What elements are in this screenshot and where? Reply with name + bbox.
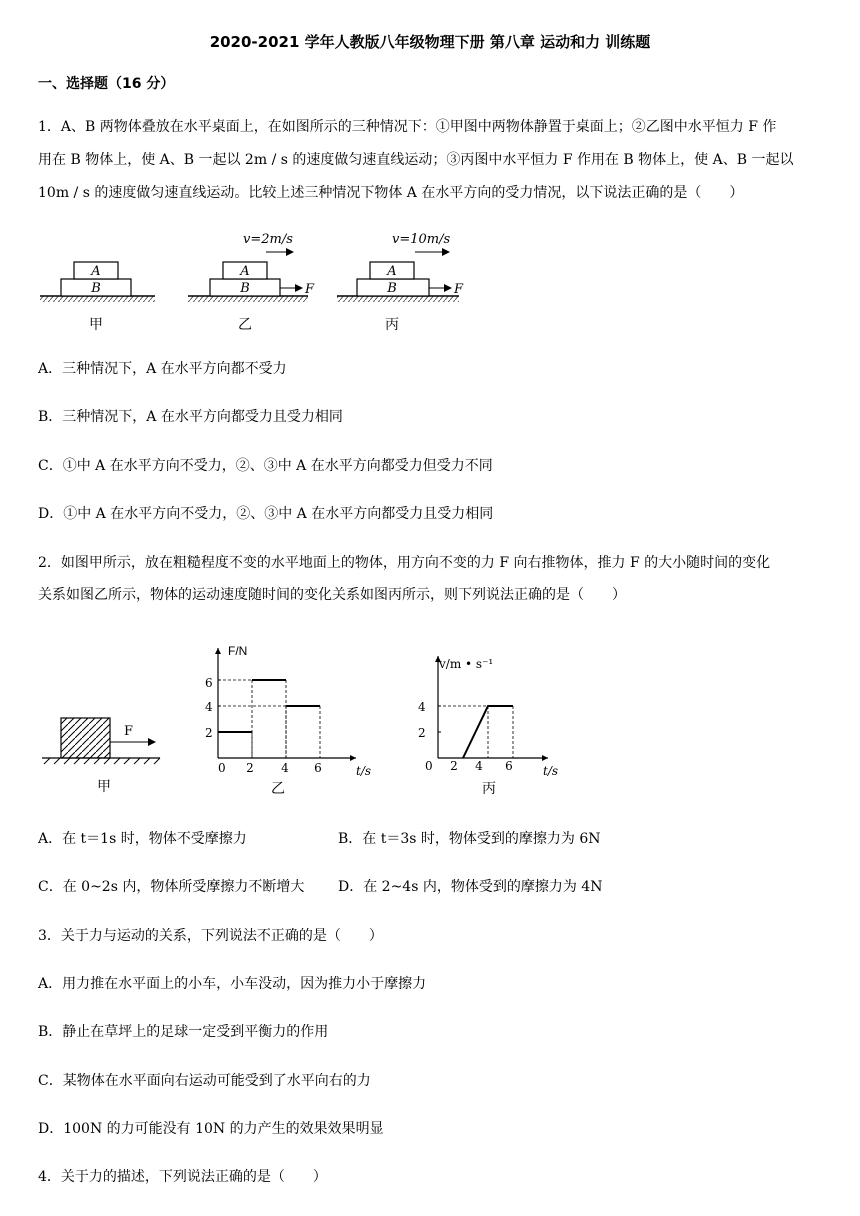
chart-f-xlabel: t/s [356, 764, 372, 778]
chart-v-xtick-6: 6 [505, 759, 513, 773]
chart-v-ytick-4: 4 [418, 700, 426, 714]
chart-f-xtick-2: 2 [246, 761, 254, 775]
q1-figure [30, 222, 480, 340]
chart-f-ylabel: F/N [228, 644, 248, 658]
fig1-block-b: B [91, 281, 101, 296]
chart-v-xtick-2: 2 [450, 759, 458, 773]
q1-option-b: B．三种情况下，A 在水平方向都受力且受力相同 [38, 409, 343, 425]
fig3-velocity: v=10m/s [392, 232, 451, 247]
q1-stem-line-2: 用在 B 物体上，使 A、B 一起以 2m / s 的速度做匀速直线运动；③丙图中水平恒力 F 作用在 B 物体上，使 A、B 一起以 [38, 152, 794, 168]
q2-option-b: B．在 t＝3s 时，物体受到的摩擦力为 6N [338, 831, 601, 847]
fig2-force: F [305, 282, 315, 297]
q3-option-a: A．用力推在水平面上的小车，小车没动，因为推力小于摩擦力 [38, 976, 427, 992]
fig3-block-b: B [387, 281, 397, 296]
chart-f-ytick-6: 6 [205, 676, 213, 690]
fig3-block-a: A [387, 264, 397, 279]
x-axis-arrow [542, 755, 548, 761]
q2-option-a: A．在 t＝1s 时，物体不受摩擦力 [38, 831, 247, 847]
q1-option-c: C．①中 A 在水平方向不受力，②、③中 A 在水平方向都受力但受力不同 [38, 458, 493, 474]
chart-v-origin: 0 [425, 759, 433, 773]
chart-v-xtick-4: 4 [475, 759, 483, 773]
q3-option-c: C．某物体在水平面向右运动可能受到了水平向右的力 [38, 1073, 371, 1089]
fig1-caption: 甲 [89, 317, 103, 333]
fig2-caption: 乙 [238, 317, 252, 333]
chart-v-ylabel: v/m • s⁻¹ [439, 657, 494, 671]
chart-f-ytick-4: 4 [205, 700, 213, 714]
q3-option-b: B．静止在草坪上的足球一定受到平衡力的作用 [38, 1024, 329, 1040]
q2-stem-line-1: 2．如图甲所示，放在粗糙程度不变的水平地面上的物体，用方向不变的力 F 向右推物体，推力 F 的大小随时间的变化 [38, 555, 771, 571]
fig1-jia [40, 262, 155, 333]
chart-v-xlabel: t/s [543, 764, 559, 778]
chart-f-origin: 0 [218, 761, 226, 775]
fig3-caption: 丙 [385, 317, 399, 333]
q2-force-label: F [124, 724, 134, 739]
q1-option-d: D．①中 A 在水平方向不受力，②、③中 A 在水平方向都受力且受力相同 [38, 506, 494, 522]
chart-f-xtick-6: 6 [314, 761, 322, 775]
x-axis-arrow [350, 755, 356, 761]
q2-stem-line-2: 关系如图乙所示，物体的运动速度随时间的变化关系如图丙所示，则下列说法正确的是（ ） [38, 587, 626, 603]
q2-yi-caption: 乙 [271, 781, 285, 797]
section-heading: 一、选择题（16 分） [38, 76, 175, 92]
fig2-block-a: A [240, 264, 250, 279]
fig1-block-a: A [91, 264, 101, 279]
fig1-bing [337, 232, 464, 333]
q4-stem: 4．关于力的描述，下列说法正确的是（ ） [38, 1169, 327, 1185]
q3-option-d: D．100N 的力可能没有 10N 的力产生的效果效果明显 [38, 1121, 384, 1137]
q2-jia-caption: 甲 [97, 779, 111, 795]
chart-v-ytick-2: 2 [418, 726, 426, 740]
y-axis-arrow [215, 648, 221, 654]
chart-force-time [196, 640, 386, 800]
q2-figure-jia [40, 710, 170, 800]
q2-bing-caption: 丙 [482, 781, 496, 797]
chart-velocity-time [416, 640, 576, 800]
document-title: 2020-2021 学年人教版八年级物理下册 第八章 运动和力 训练题 [209, 33, 651, 51]
q2-option-d: D．在 2~4s 内，物体受到的摩擦力为 4N [338, 879, 603, 895]
fig3-force: F [454, 282, 464, 297]
fig1-yi [188, 232, 315, 333]
q1-stem-line-3: 10m / s 的速度做匀速直线运动。比较上述三种情况下物体 A 在水平方向的受力情况，以下说法正确的是（ ） [38, 185, 744, 201]
chart-f-xtick-4: 4 [281, 761, 289, 775]
q1-option-a: A．三种情况下，A 在水平方向都不受力 [38, 361, 287, 377]
fig2-block-b: B [240, 281, 250, 296]
q3-stem: 3．关于力与运动的关系，下列说法不正确的是（ ） [38, 928, 383, 944]
q1-stem-line-1: 1．A、B 两物体叠放在水平桌面上，在如图所示的三种情况下：①甲图中两物体静置于桌面上；②乙图中水平恒力 F 作 [38, 119, 777, 135]
chart-f-ytick-2: 2 [205, 726, 213, 740]
q2-option-c: C．在 0~2s 内，物体所受摩擦力不断增大 [38, 879, 305, 895]
fig2-velocity: v=2m/s [243, 232, 293, 247]
